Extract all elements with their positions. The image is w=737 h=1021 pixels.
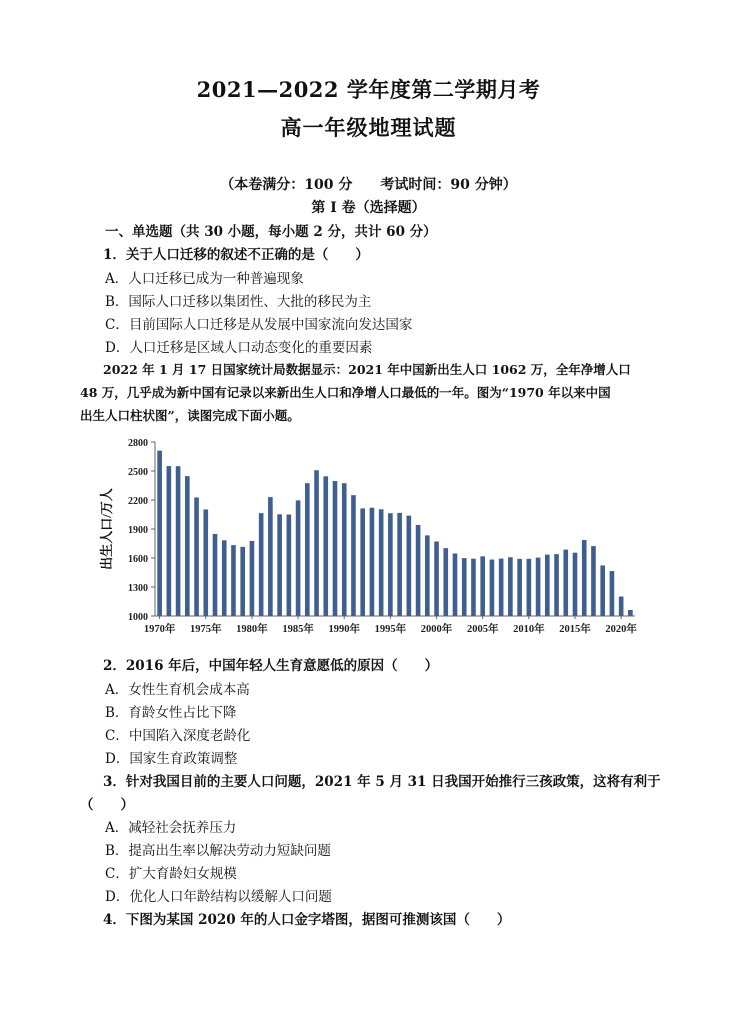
bar-1995 <box>388 513 393 616</box>
x-tick-label: 2000年 <box>420 624 453 635</box>
y-tick-label: 2200 <box>128 496 148 507</box>
question-1-option-d: D．人口迁移是区域人口动态变化的重要因素 <box>105 340 373 356</box>
exam-meta: （本卷满分：100 分 考试时间：90 分钟） <box>220 177 517 193</box>
bar-1972 <box>176 466 181 616</box>
question-3-option-d: D．优化人口年龄结构以缓解人口问题 <box>105 889 332 905</box>
bar-2020 <box>619 596 624 616</box>
bar-2000 <box>434 541 439 616</box>
bar-2011 <box>536 558 541 616</box>
bar-2018 <box>600 565 605 616</box>
bar-2014 <box>563 550 568 616</box>
bar-1981 <box>259 513 264 616</box>
bar-1985 <box>296 500 301 616</box>
bar-1989 <box>333 481 338 616</box>
x-tick-label: 2005年 <box>466 624 499 635</box>
bar-2003 <box>462 558 467 616</box>
exam-subtitle: 高一年级地理试题 <box>280 115 457 140</box>
bar-1997 <box>407 516 412 616</box>
bar-2001 <box>443 548 448 616</box>
bar-1976 <box>213 534 218 616</box>
passage-line-2: 48 万，几乎成为新中国有记录以来新出生人口和净增人口最低的一年。图为“1970 年以来中国 <box>80 385 611 400</box>
passage-line-3: 出生人口柱状图”，读图完成下面小题。 <box>80 408 300 423</box>
bar-2021 <box>628 610 633 616</box>
x-tick-label: 1985年 <box>282 624 314 635</box>
bar-2002 <box>453 553 458 616</box>
bar-2010 <box>527 559 532 616</box>
bar-2019 <box>610 571 615 616</box>
bar-1986 <box>305 483 310 616</box>
bar-1992 <box>360 508 365 616</box>
bar-1994 <box>379 509 384 616</box>
question-2-option-c: C．中国陷入深度老龄化 <box>105 728 251 744</box>
bar-1982 <box>268 497 273 616</box>
x-tick-label: 2020年 <box>605 624 637 635</box>
question-3-option-a: A．减轻社会抚养压力 <box>105 820 237 836</box>
question-2-stem: 2．2016 年后，中国年轻人生育意愿低的原因（ ） <box>103 658 439 674</box>
x-tick-label: 1975年 <box>190 624 222 635</box>
bar-2016 <box>582 540 587 616</box>
question-1-option-c: C．目前国际人口迁移是从发展中国家流向发达国家 <box>105 317 413 333</box>
bar-1970 <box>157 451 162 616</box>
question-1-option-a: A．人口迁移已成为一种普遍现象 <box>105 271 304 287</box>
question-2-option-b: B．育龄女性占比下降 <box>105 705 237 721</box>
x-tick-label: 1995年 <box>374 624 407 635</box>
bar-1990 <box>342 483 347 616</box>
question-1-option-b: B．国际人口迁移以集团性、大批的移民为主 <box>105 294 372 310</box>
question-4-stem: 4．下图为某国 2020 年的人口金字塔图，据图可推测该国（ ） <box>103 912 511 928</box>
y-tick-label: 2800 <box>128 438 148 449</box>
bar-2017 <box>591 546 596 616</box>
bar-2008 <box>508 557 513 616</box>
bar-1980 <box>250 541 255 616</box>
exam-title: 2021—2022 学年度第二学期月考 <box>196 77 541 102</box>
bar-1998 <box>416 525 421 616</box>
bar-1975 <box>203 509 208 616</box>
bar-2007 <box>499 559 504 616</box>
bar-1984 <box>287 515 292 617</box>
bar-2015 <box>573 553 578 616</box>
y-tick-label: 1000 <box>128 612 148 623</box>
question-2-option-a: A．女性生育机会成本高 <box>105 682 250 698</box>
x-tick-label: 2010年 <box>513 624 545 635</box>
question-3-stem-line-1: 3．针对我国目前的主要人口问题，2021 年 5 月 31 日我国开始推行三孩政策，这将有利于 <box>103 774 661 790</box>
bar-1999 <box>425 535 430 616</box>
question-3-option-c: C．扩大育龄妇女规模 <box>105 866 237 882</box>
section-heading: 一、单选题（共 30 小题，每小题 2 分，共计 60 分） <box>105 224 437 240</box>
y-tick-label: 1600 <box>128 554 148 565</box>
bar-2005 <box>480 556 485 616</box>
bar-1979 <box>240 547 245 616</box>
x-tick-label: 1980年 <box>236 624 268 635</box>
bar-1977 <box>222 540 227 616</box>
question-3-option-b: B．提高出生率以解决劳动力短缺问题 <box>105 843 331 859</box>
bar-2009 <box>517 559 522 616</box>
bar-1991 <box>351 495 356 616</box>
y-tick-label: 1900 <box>128 525 148 536</box>
bar-1973 <box>185 476 190 616</box>
bar-1983 <box>277 514 282 616</box>
volume-heading: 第 I 卷（选择题） <box>311 200 426 216</box>
bar-1971 <box>167 466 172 616</box>
bar-2012 <box>545 555 550 616</box>
bar-1993 <box>370 508 375 616</box>
bar-1987 <box>314 470 319 616</box>
bar-1988 <box>323 476 328 616</box>
y-tick-label: 2500 <box>128 467 148 478</box>
question-1-stem: 1．关于人口迁移的叙述不正确的是（ ） <box>103 247 369 263</box>
question-3-stem-line-2: （ ） <box>80 797 134 813</box>
y-tick-label: 1300 <box>128 583 148 594</box>
x-tick-label: 2015年 <box>559 624 591 635</box>
x-tick-label: 1970年 <box>143 624 176 635</box>
bar-1996 <box>397 513 402 616</box>
bar-1974 <box>194 497 199 616</box>
bar-1978 <box>231 545 236 616</box>
bar-2013 <box>554 554 559 616</box>
bar-2004 <box>471 559 476 616</box>
y-axis-title: 出生人口/万人 <box>99 488 114 570</box>
x-tick-label: 1990年 <box>328 624 360 635</box>
birth-population-bar-chart <box>95 430 655 645</box>
question-2-option-d: D．国家生育政策调整 <box>105 751 238 767</box>
bar-2006 <box>490 560 495 616</box>
passage-line-1: 2022 年 1 月 17 日国家统计局数据显示：2021 年中国新出生人口 1062 万，全年净增人口 <box>103 362 631 377</box>
